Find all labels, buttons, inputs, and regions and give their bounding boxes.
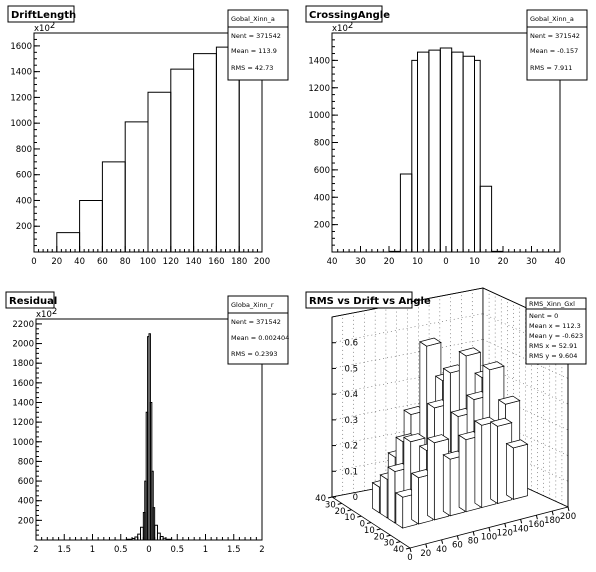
y-tick-label: 1000 — [308, 111, 330, 122]
drift-major-tick — [489, 528, 490, 532]
y-tick-label: 2200 — [12, 319, 34, 330]
x-tick-label: 10 — [412, 257, 423, 267]
drift-major-tick — [410, 548, 411, 552]
drift-tick-label: 180 — [544, 516, 561, 527]
angle-tick-label: 30 — [324, 500, 336, 511]
drift-tick-label: 140 — [512, 524, 529, 535]
y-tick-label: 800 — [313, 138, 330, 149]
rms-lego-stats-mean-y: Mean y = -0.623 — [529, 332, 584, 340]
drift-tick-label: 200 — [559, 512, 577, 522]
residual-title: Residual — [9, 296, 58, 307]
y-tick-label: 400 — [15, 196, 32, 207]
x-tick-label: 2 — [33, 545, 39, 555]
crossing-angle-stats-mean: Mean = -0.157 — [530, 47, 579, 55]
x-tick-label: 20 — [383, 257, 395, 267]
crossing-angle-multiplier: x102 — [332, 21, 354, 34]
y-tick-label: 400 — [313, 193, 330, 204]
x-tick-label: 80 — [119, 257, 131, 267]
rms-lego-stats-name: RMS_Xinn_Gxl — [529, 300, 575, 308]
drift-major-tick — [457, 536, 458, 540]
angle-tick-label: 10 — [363, 525, 375, 536]
lego-bar — [388, 467, 395, 523]
y-tick-label: 200 — [313, 220, 330, 231]
drift-major-tick — [426, 544, 427, 548]
y-tick-label: 1000 — [10, 119, 32, 130]
angle-major-tick — [367, 523, 371, 524]
residual-stats-entries: Nent = 371542 — [231, 318, 281, 326]
x-tick-label: 40 — [554, 257, 566, 267]
x-tick-label: 0.5 — [113, 545, 128, 555]
angle-major-tick — [328, 497, 332, 498]
y-tick-label: 800 — [17, 457, 34, 468]
lego-bar — [475, 421, 482, 508]
crossing-angle-stats-rms: RMS = 7.911 — [530, 64, 573, 72]
drift-major-tick — [473, 532, 474, 536]
lego-bar — [372, 483, 379, 513]
z-tick-label: 0.6 — [344, 338, 358, 349]
angle-tick-label: 30 — [383, 538, 395, 549]
x-tick-label: 180 — [231, 257, 248, 267]
y-tick-label: 1800 — [12, 359, 34, 370]
y-tick-label: 1400 — [12, 398, 34, 409]
y-tick-label: 1600 — [10, 41, 32, 52]
angle-tick-label: 40 — [315, 494, 326, 504]
y-tick-label: 600 — [313, 165, 330, 176]
angle-major-tick — [357, 516, 361, 517]
crossing-angle-stats-name: Gobal_Xinn_a — [530, 15, 574, 23]
x-tick-label: 140 — [185, 257, 202, 267]
z-tick-label: 0.4 — [344, 390, 358, 401]
lego-bar — [380, 475, 387, 518]
x-tick-label: 1.5 — [57, 545, 72, 555]
drift-major-tick — [568, 507, 569, 511]
x-tick-label: 160 — [208, 257, 225, 267]
residual-stats-rms: RMS = 0.2393 — [231, 350, 278, 358]
lego-bar — [491, 422, 498, 504]
angle-major-tick — [338, 503, 342, 504]
lego-bar — [396, 493, 403, 528]
z-tick-label: 0 — [352, 493, 358, 503]
x-tick-label: 0.5 — [170, 545, 185, 555]
x-tick-label: 20 — [51, 257, 63, 267]
angle-major-tick — [406, 548, 410, 549]
drift-tick-label: 60 — [451, 540, 463, 551]
rms-lego-stats-rms-x: RMS x = 52.91 — [529, 342, 578, 350]
y-tick-label: 600 — [17, 477, 34, 488]
x-tick-label: 2 — [259, 545, 265, 555]
angle-major-tick — [387, 535, 391, 536]
y-tick-label: 1600 — [12, 378, 34, 389]
y-tick-label: 1200 — [308, 83, 330, 94]
angle-tick-label: 20 — [373, 532, 385, 543]
drift-tick-label: 160 — [528, 520, 545, 531]
drift-tick-label: 40 — [436, 544, 448, 555]
drift-tick-label: 100 — [480, 532, 498, 543]
y-tick-label: 1200 — [12, 418, 34, 429]
drift-length-stats-mean: Mean = 113.9 — [231, 47, 277, 55]
x-tick-label: 0 — [31, 257, 37, 267]
x-tick-label: 40 — [74, 257, 86, 267]
y-tick-label: 200 — [17, 516, 34, 527]
angle-tick-label: 20 — [334, 506, 346, 517]
drift-major-tick — [521, 519, 522, 523]
z-tick-label: 0.3 — [344, 415, 358, 426]
x-tick-label: 1 — [89, 545, 96, 555]
y-tick-label: 1000 — [12, 437, 34, 448]
x-tick-label: 200 — [253, 257, 271, 267]
drift-length-panel — [8, 6, 288, 267]
y-tick-label: 1200 — [10, 93, 32, 104]
drift-major-tick — [552, 511, 553, 515]
lego-bar — [513, 444, 527, 499]
x-tick-label: 1 — [202, 545, 209, 555]
x-tick-label: 60 — [96, 257, 108, 267]
y-tick-label: 1400 — [308, 56, 330, 67]
lego-bar — [443, 455, 450, 516]
y-tick-label: 600 — [15, 170, 32, 181]
crossing-angle-panel — [306, 6, 587, 267]
x-tick-label: 30 — [526, 257, 537, 267]
residual-stats-name: Globa_Xinn_r — [231, 301, 274, 309]
x-tick-label: 20 — [497, 257, 509, 267]
angle-major-tick — [396, 542, 400, 543]
x-tick-label: 0 — [443, 257, 449, 267]
x-tick-label: 120 — [162, 257, 179, 267]
y-tick-label: 400 — [17, 496, 34, 507]
z-tick-label: 0.5 — [344, 364, 358, 375]
lego-bar — [506, 443, 513, 499]
drift-major-tick — [536, 515, 537, 519]
crossing-angle-title: CrossingAngle — [309, 10, 390, 21]
residual-panel — [6, 292, 289, 555]
x-tick-label: 40 — [326, 257, 338, 267]
angle-tick-label: 0 — [359, 519, 365, 530]
rms-lego-stats-entries: Nent = 0 — [529, 312, 559, 320]
y-tick-label: 1400 — [10, 67, 32, 78]
drift-tick-label: 120 — [496, 528, 513, 539]
y-tick-label: 2000 — [12, 339, 34, 350]
drift-length-multiplier: x102 — [34, 21, 56, 34]
drift-tick-label: 80 — [467, 536, 479, 547]
rms-lego-panel — [306, 288, 586, 563]
z-tick-label: 0.2 — [344, 441, 358, 452]
rms-lego-stats-mean-x: Mean x = 112.3 — [529, 322, 581, 330]
drift-tick-label: 0 — [407, 553, 413, 563]
drift-length-stats-entries: Nent = 371542 — [231, 32, 281, 40]
crossing-angle-stats-entries: Nent = 371542 — [530, 32, 580, 40]
drift-major-tick — [442, 540, 443, 544]
rms-lego-title: RMS vs Drift vs Angle — [309, 296, 431, 307]
residual-stats-mean: Mean = 0.002404 — [231, 334, 290, 342]
x-tick-label: 100 — [139, 257, 157, 267]
y-tick-label: 800 — [15, 144, 32, 155]
angle-major-tick — [377, 529, 381, 530]
x-tick-label: 1.5 — [226, 545, 241, 555]
drift-length-title: DriftLength — [11, 10, 77, 21]
x-tick-label: 10 — [469, 257, 480, 267]
drift-length-stats-rms: RMS = 42.73 — [231, 64, 274, 72]
angle-tick-label: 10 — [344, 513, 356, 524]
drift-tick-label: 20 — [420, 548, 432, 559]
lego-bar — [412, 473, 419, 524]
lego-bar — [459, 435, 466, 511]
lego-bar — [427, 438, 434, 520]
crossing-angle-frame — [332, 33, 560, 252]
angle-tick-label: 40 — [393, 545, 404, 555]
x-tick-label: 0 — [146, 545, 152, 555]
y-tick-label: 200 — [15, 222, 32, 233]
residual-multiplier: x102 — [36, 307, 58, 320]
z-tick-label: 0.1 — [344, 467, 358, 478]
rms-lego-stats-rms-y: RMS y = 9.604 — [529, 352, 578, 360]
drift-major-tick — [505, 523, 506, 527]
angle-major-tick — [348, 510, 352, 511]
x-tick-label: 30 — [355, 257, 366, 267]
drift-length-stats-name: Gobal_Xinn_a — [231, 15, 275, 23]
